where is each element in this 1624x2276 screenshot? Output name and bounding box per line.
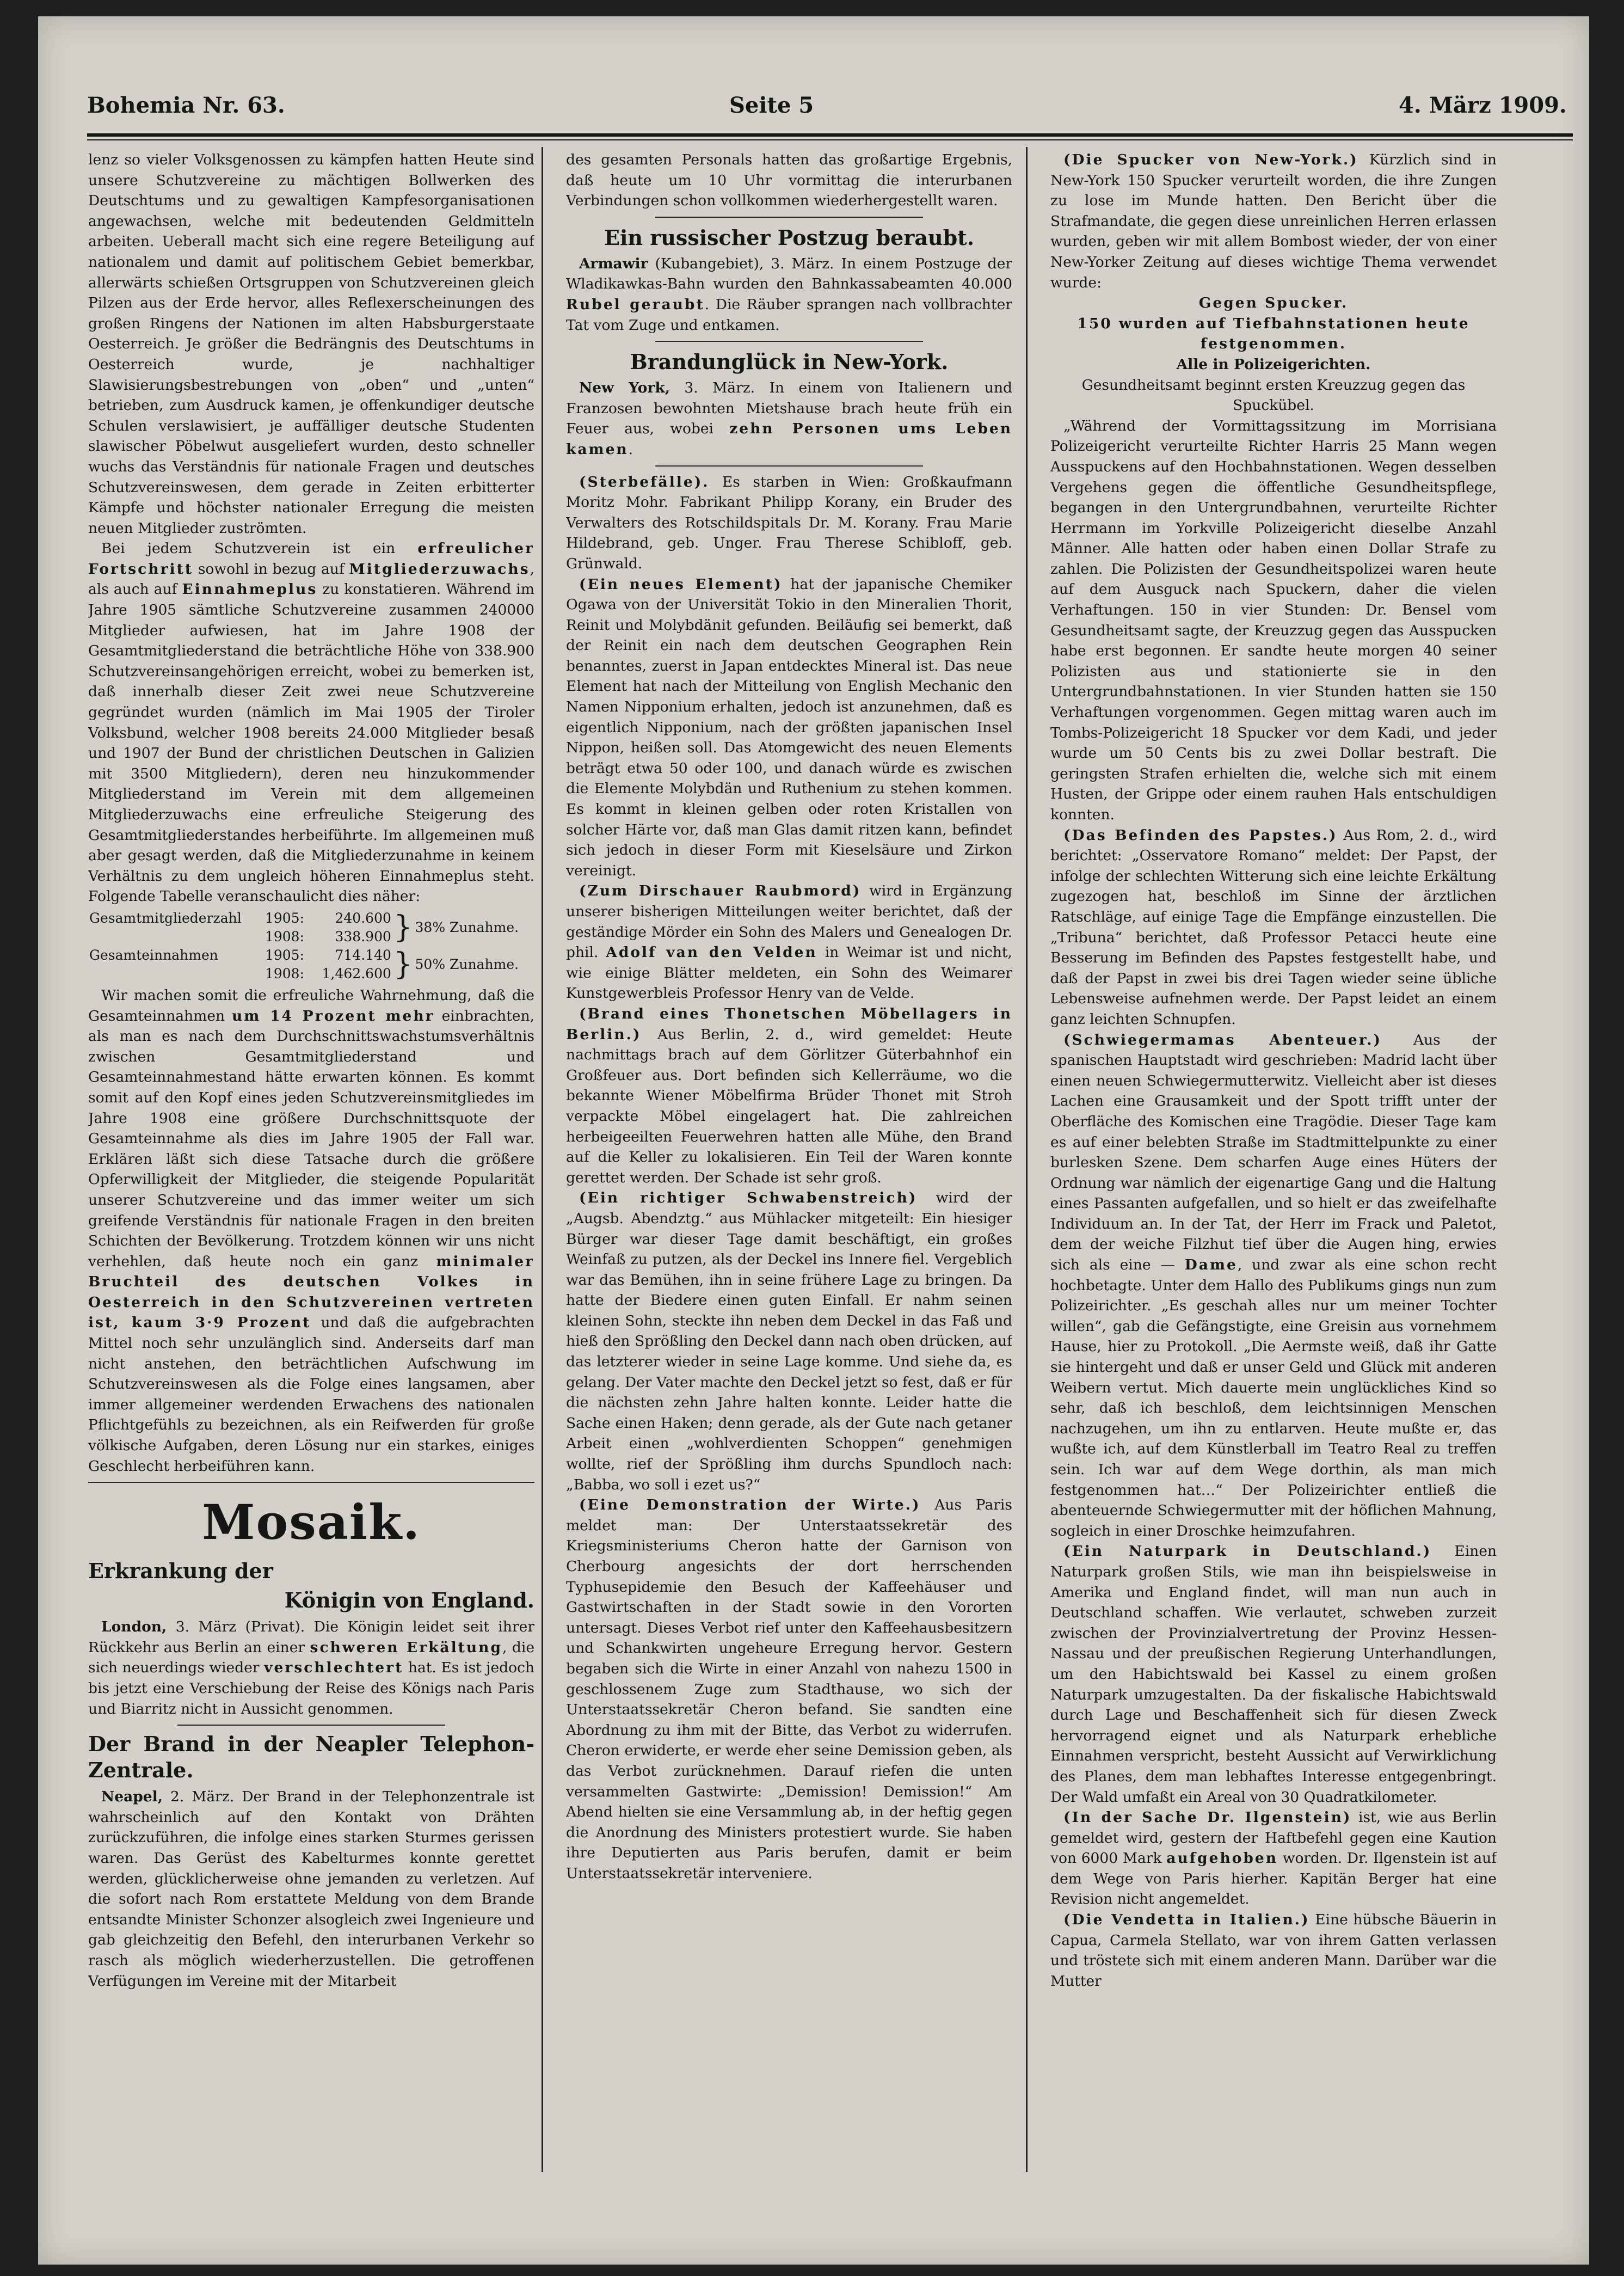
- spucker-subhead: 150 wurden auf Tiefbahnstationen heute festgenommen.: [1077, 315, 1470, 353]
- item-spucker-body: „Während der Vormittagssitzung im Morrisiana Polizeigericht verurteilte Richter Harris 25 Mann wegen Ausspuckens auf den Hochbahnstationen. Wegen desselben Vergehens gegen die öffentliche Gesundheitspflege, begangen in den Untergrundbahnen, verurteilte Richter Herrmann im Yorkville Polizeigericht dieselbe Anzahl Männer. Alle hatten oder haben einen Dollar Strafe zu zahlen. Die Polizisten der Gesundheitspolizei waren heute auf dem Ausguck nach Spuckern, daher die vielen Verhaftungen. 150 in vier Stunden: Dr. Bensel vom Gesundheitsamt sagte, der Kreuzzug gegen das Ausspucken habe erst begonnen. Er sandte heute morgen 40 seiner Polizisten aus und stationierte sie in den Untergrundbahnstationen. In vier Stunden hatten sie 150 Verhaftungen vorgenommen. Gegen mittag waren auch im Tombs-Polizeigericht 18 Spucker vor dem Kadi, und jeder wurde um 50 Cents bis zu zwei Dollar bestraft. Die geringsten Strafen erhielten die, welche sich mit einem Husten, der Grippe oder einem rauhen Hals entschuldigen konnten.: [1050, 417, 1497, 823]
- headline-koenigin-line2: Königin von England.: [284, 1588, 534, 1613]
- article-schutzvereine-paragraph: Wir machen somit die erfreuliche Wahrnehmung, daß die Gesamteinnahmen um 14 Prozent mehr einbrachten, als man es nach dem Durchschnittswachstumsverhältnis zwischen Gesamtmitgliederstand und Gesamteinnahmestand hätte erwarten können. Es kommt somit auf den Kopf eines jeden Schutzvereinsmitgliedes im Jahre 1908 eine größere Durchschnittsquote der Gesamteinnahme als dies im Jahre 1905 der Fall war. Erklären läßt sich diese Tatsache durch die größere Opferwilligkeit der Mitglieder, die steigende Popularität unserer Schutzvereine und das immer weiter um sich greifende Verständnis für nationale Fragen in den breiten Schichten der Bevölkerung. Trotzdem können wir uns nicht verhehlen, daß heute noch ein ganz minimaler Bruchteil des deutschen Volkes in Oesterreich in den Schutzvereinen vertreten ist, kaum 3·9 Prozent und daß die aufgebrachten Mittel noch sehr unzulänglich sind. Anderseits darf man nicht anstehen, den beträchtlichen Aufschwung im Schutzvereinswesen als die Folge eines langsamen, aber immer allgemeiner werdenden Erwachens des nationalen Pflichtgefühls zu bezeichnen, als ein Reifwerden für große völkische Aufgaben, deren Lösung nur ein starkes, einiges Geschlecht herbeiführen kann.: [88, 986, 534, 1475]
- headline-neapel: Der Brand in der Neapler Telephon-Zentrale.: [88, 1732, 534, 1783]
- item-thonet-brand: (Brand eines Thonetschen Möbellagers in Berlin.) Aus Berlin, 2. d., wird gemeldet: Heute nachmittags brach auf dem Görlitzer Güterbahnhof ein Großfeuer aus. Dort befinden sich Kellerräume, wo die bekannte Wiener Möbelfirma Brüder Thonet mit Stroh verpackte Möbel eingelagert hat. Die zahlreichen herbeigeeilten Feuerwehren hatten alle Mühe, den Brand auf die Keller zu lokalisieren. Ein Teil der Waren konnte gerettet werden. Der Schade ist sehr groß.: [566, 1005, 1012, 1186]
- section-title-mosaik: Mosaik.: [202, 1494, 421, 1551]
- page-number: Seite 5: [729, 93, 814, 118]
- column-divider: [1026, 147, 1028, 2172]
- item-vendetta: (Die Vendetta in Italien.) Eine hübsche Bäuerin in Capua, Carmela Stellato, war von ihrem Gatten verlassen und tröstete sich mit einem anderen Mann. Darüber war die Mutter: [1050, 1911, 1497, 1990]
- newspaper-page: [38, 16, 1589, 2265]
- item-spucker: (Die Spucker von New-York.) Kürzlich sind in New-York 150 Spucker verurteilt worden, die ihre Zungen zu lose im Munde hatten. Den Bericht über die Strafmandate, die gegen diese unreinlichen Herren erlassen wurden, geben wir mit allem Bombost wieder, der von einer New-Yorker Zeitung auf dieses wichtige Thema verwendet wurde:: [1050, 151, 1497, 291]
- article-rule: [655, 217, 923, 218]
- issue-number: Bohemia Nr. 63.: [87, 93, 285, 118]
- article-neapel: Neapel, 2. März. Der Brand in der Telephonzentrale ist wahrscheinlich auf den Kontakt von Drähten zurückzuführen, die infolge eines starken Sturmes gerissen waren. Das Gerüst des Kabelturmes konnte gerettet werden, glücklicherweise ohne jemanden zu verletzen. Auf die sofort nach Rom erstattete Meldung von dem Brande entsandte Minister Schonzer alsogleich zwei Ingenieure und gab gleichzeitig den Befehl, den interurbanen Verkehr so rasch als möglich wiederherzustellen. Die getroffenen Verfügungen im Vereine mit der Mitarbeit: [88, 1788, 534, 1990]
- article-schutzvereine-continued: lenz so vieler Volksgenossen zu kämpfen hatten Heute sind unsere Schutzvereine zu mächtigen Bollwerken des Deutschtums und zu gewaltigen Kampfesorganisationen angewachsen, welche mit bedeutenden Geldmitteln arbeiten. Ueberall macht sich eine regere Beteiligung auf nationalem und damit auf politischem Gebiet bemerkbar, allerwärts schießen Ortsgruppen von Schutzvereinen gleich Pilzen aus der Erde hervor, alles Reflexerscheinungen des großen Ringens der Nationen im alten Habsburgerstaate Oesterreich. Je größer die Bedrängnis des Deutschtums in Oesterreich wurde, je nachhaltiger Slawisierungsbestrebungen von „oben“ und „unten“ betrieben, zum Ausdruck kamen, je offenkundiger deutsche Schulen verslawisiert, je auffälliger deutsche Studenten slawischer Pöbelwut ausgeliefert wurden, desto schneller wuchs das Verständnis für nationale Fragen und deutsches Schutzvereinswesen, dem gerade in Zeiten erbitterter Kämpfe und höchster nationaler Erregung die meisten neuen Mitglieder zuströmten.: [88, 151, 534, 537]
- item-demonstration-wirte: (Eine Demonstration der Wirte.) Aus Paris meldet man: Der Unterstaatssekretär des Kriegsministeriums Cheron hatte der Garnison von Cherbourg angesichts der dort herrschenden Typhusepidemie den Besuch der Kaffeehäuser und Gastwirtschaften in der Stadt sowie in den Vororten untersagt. Dieses Verbot rief unter den Kaffeehausbesitzern und Schankwirten ungeheure Erregung hervor. Gestern begaben sich die Wirte in einer Anzahl von nahezu 1500 in geschlossenem Zuge zum Stadthause, wo sich der Unterstaatssekretär Cheron befand. Sie sandten eine Abordnung zu ihm mit der Bitte, das Verbot zu widerrufen. Cheron erwiderte, er werde eher seine Demission geben, als das Verbot zurücknehmen. Darauf riefen die unten versammelten Gastwirte: „Demission! Demission!“ Am Abend hielten sie eine Versammlung ab, in der heftig gegen die Anordnung des Ministers protestiert wurde. Sie haben ihre Deputierten aus Paris berufen, damit er beim Unterstaatssekretär interveniere.: [566, 1496, 1012, 1882]
- column-1: [88, 150, 534, 2186]
- table-row: Gesamteinnahmen 1905: 714.140 } 50% Zunahme.: [89, 946, 519, 982]
- item-papst: (Das Befinden des Papstes.) Aus Rom, 2. d., wird berichtet: „Osservatore Romano“ meldet: Der Papst, der infolge der schlechten Witterung sich eine leichte Erkältung zugezogen hat, beschloß im Sinne der ärztlichen Ratschläge, auf einige Tage die Empfänge einzustellen. Die „Tribuna“ berichtet, daß Professor Petacci heute eine Besserung im Befinden des Papstes festgestellt habe, und daß der Papst in zwei bis drei Tagen wieder seine übliche Lebensweise aufnehmen werde. Der Papst leidet an einem ganz leichten Schnupfen.: [1050, 826, 1497, 1028]
- item-naturpark: (Ein Naturpark in Deutschland.) Einen Naturpark großen Stils, wie man ihn beispielsweise in Amerika und England findet, will man nun auch in Deutschland schaffen. Wie verlautet, schweben zurzeit zwischen der Provinzialvertretung der Provinz Hessen-Nassau und der preußischen Regierung Unterhandlungen, um den Habichtswald bei Kassel zu einem großen Naturpark umzugestalten. Da der fiskalische Habichtswald durch Lage und Beschaffenheit sich für diesen Zweck hervorragend eignet und als Naturpark erhebliche Einnahmen verspricht, besteht Aussicht auf Verwirklichung des Planes, dem man lebhaftes Interesse entgegenbringt. Der Wald umfaßt ein Areal von 30 Quadratkilometer.: [1050, 1543, 1497, 1806]
- brace: }: [393, 946, 413, 982]
- spucker-subhead: Alle in Polizeigerichten.: [1176, 355, 1371, 373]
- brace: }: [393, 909, 413, 945]
- headline-postzug: Ein russischer Postzug beraubt.: [604, 225, 974, 250]
- column-2: [566, 150, 1012, 2186]
- article-neapel-continued: des gesamten Personals hatten das großartige Ergebnis, daß heute um 10 Uhr vormittag die interurbanen Verbindungen schon vollkommen wiederhergestellt waren.: [566, 151, 1012, 210]
- spucker-subhead: Gesundheitsamt beginnt ersten Kreuzzug gegen das Spuckübel.: [1081, 376, 1466, 414]
- headline-koenigin: Erkrankung der: [88, 1559, 273, 1584]
- header-rule: [87, 133, 1573, 137]
- article-rule: [655, 341, 923, 342]
- item-sterbefaelle: (Sterbefälle). Es starben in Wien: Großkaufmann Moritz Mohr. Fabrikant Philipp Korany, ein Bruder des Verwalters des Rotschildspitals Dr. M. Korany. Frau Marie Hildebrand, geb. Unger. Frau Therese Schibloff, geb. Grünwald.: [566, 473, 1012, 572]
- article-rule: [177, 1725, 445, 1726]
- item-ilgenstein: (In der Sache Dr. Ilgenstein) ist, wie aus Berlin gemeldet wird, gestern der Haftbefehl gegen eine Kaution von 6000 Mark aufgehoben worden. Dr. Ilgenstein ist auf dem Wege von Paris hierher. Kapitän Berger hat eine Revision nicht angemeldet.: [1050, 1809, 1497, 1908]
- item-schwabenstreich: (Ein richtiger Schwabenstreich) wird der „Augsb. Abendztg.“ aus Mühlacker mitgeteilt: Ein hiesiger Bürger war dieser Tage damit beschäftigt, ein großes Weinfaß zu putzen, als der Deckel ins Innere fiel. Vergeblich war das Bemühen, ihn in seine frühere Lage zu bringen. Da hatte der Biedere einen guten Einfall. Er nahm seinen kleinen Sohn, steckte ihn neben dem Deckel in das Faß und hieß den Sprößling den Deckel dann nach oben drücken, auf das letzterer wieder in seine Lage komme. Und siehe da, es gelang. Der Vater machte den Deckel jetzt so fest, daß er für die nächsten zehn Jahre halten konnte. Leider hatte die Sache einen Haken; denn gerade, als der Gute nach getaner Arbeit einen „wohlverdienten Schoppen“ genehmigen wollte, rief der Sprößling ihm durchs Spundloch nach: „Babba, wo soll i ezet us?“: [566, 1189, 1012, 1493]
- article-schutzvereine-paragraph: Bei jedem Schutzverein ist ein erfreulicher Fortschritt sowohl in bezug auf Mitgliederzuwachs, als auch auf Einnahmeplus zu konstatieren. Während im Jahre 1905 sämtliche Schutzvereine zusammen 240000 Mitglieder aufwiesen, hat im Jahre 1908 der Gesamtmitgliederstand die beträchtliche Höhe von 338.900 Schutzvereinsangehörigen erreicht, wobei zu bemerken ist, daß innerhalb dieser Zeit zwei neue Schutzvereine gegründet wurden (nämlich im Mai 1905 der Tiroler Volksbund, welcher 1908 bereits 24.000 Mitglieder besaß und 1907 der Bund der christlichen Deutschen in Galizien mit 3500 Mitgliedern), deren neu hinzukommender Mitgliederstand im Verein mit dem allgemeinen Mitgliederzuwachs eine erfreuliche Steigerung des Gesamtmitgliederstandes herbeiführte. Im allgemeinen muß aber gesagt werden, daß die Mitgliederzunahme in keinem Verhältnis zu dem ungleich höheren Einnahmeplus steht. Folgende Tabelle veranschaulicht dies näher:: [88, 540, 534, 905]
- article-newyork: New York, 3. März. In einem von Italienern und Franzosen bewohnten Mietshause brach heute früh ein Feuer aus, wobei zehn Personen ums Leben kamen.: [566, 379, 1012, 458]
- item-raubmord: (Zum Dirschauer Raubmord) wird in Ergänzung unserer bisherigen Mitteilungen weiter berichtet, daß der geständige Mörder ein Sohn des Malers und Genealogen Dr. phil. Adolf van den Velden in Weimar ist und nicht, wie einige Blätter meldeten, ein Sohn des Weimarer Kunstgewerbleis Professor Henry van de Velde.: [566, 882, 1012, 1002]
- spucker-subhead: Gegen Spucker.: [1198, 295, 1349, 312]
- issue-date: 4. März 1909.: [1399, 93, 1567, 118]
- article-koenigin: London, 3. März (Privat). Die Königin leidet seit ihrer Rückkehr aus Berlin an einer schweren Erkältung, die sich neuerdings wieder verschlechtert hat. Es ist jedoch bis jetzt eine Verschiebung der Reise des Königs nach Paris und Biarritz nicht in Aussicht genommen.: [88, 1618, 534, 1717]
- article-postzug: Armawir (Kubangebiet), 3. März. In einem Postzuge der Wladikawkas-Bahn wurden den Bahnkassabeamten 40.000 Rubel geraubt. Die Räuber sprangen nach vollbrachter Tat vom Zuge und entkamen.: [566, 255, 1012, 334]
- table-row: Gesamtmitgliederzahl 1905: 240.600 } 38% Zunahme.: [89, 909, 519, 945]
- article-rule: [655, 465, 923, 467]
- column-3: [1050, 150, 1497, 2186]
- statistics-table: [88, 909, 534, 983]
- header-rule-thin: [87, 139, 1573, 140]
- item-neues-element: (Ein neues Element) hat der japanische Chemiker Ogawa von der Universität Tokio in den Mineralien Thorit, Reinit und Molybdänit gefunden. Beiläufig sei bemerkt, daß der Reinit ein nach dem deutschen Geographen Rein benanntes, zuerst in Japan entdecktes Mineral ist. Das neue Element hat nach der Mitteilung von English Mechanic den Namen Nipponium erhalten, jedoch ist anzunehmen, daß es eigentlich Nipponium, nach der größten japanischen Insel Nippon, heißen soll. Das Atomgewicht des neuen Elements beträgt etwa 50 oder 100, und danach würde es zwischen die Elemente Molybdän und Ruthenium zu stehen kommen. Es kommt in kleinen gelben oder roten Kristallen von solcher Härte vor, daß man Glas damit ritzen kann, befindet sich jedoch in dieser Form mit Kieselsäure und Zirkon vereinigt.: [566, 575, 1012, 879]
- section-rule: [88, 1482, 534, 1483]
- headline-newyork: Brandunglück in New-York.: [630, 349, 949, 375]
- column-divider: [542, 147, 543, 2172]
- table-row: 1908: 1,462.600: [264, 965, 391, 981]
- item-schwiegermama: (Schwiegermamas Abenteuer.) Aus der spanischen Hauptstadt wird geschrieben: Madrid lacht über einen neuen Schwiegermutterwitz. Vielleicht aber ist dieses Lachen eine Grausamkeit und der Spott trifft unter der Oberfläche des Komischen eine Tragödie. Dieser Tage kam es auf einer belebten Straße im Stadtmittelpunkte zu einer burlesken Szene. Dem scharfen Auge eines Hüters der Ordnung war nämlich der eigenartige Gang und die Haltung eines Passanten aufgefallen, und so hielt er das zweifelhafte Individuum an. In der Tat, der Herr im Frack und Paletot, dem der weiche Filzhut tief über die Augen hing, erwies sich als eine — Dame, und zwar als eine schon recht hochbetagte. Unter dem Hallo des Publikums gings nun zum Polizeirichter. „Es geschah alles nur um meiner Tochter willen“, gab die Gefängstigte, eine Greisin aus vornehmem Hause, hier zu Protokoll. „Die Aermste weiß, daß ihr Gatte sie hintergeht und daß er unser Geld und Glück mit anderen Weibern vertut. Mich dauerte mein unglückliches Kind so sehr, daß ich beschloß, dem leichtsinnigen Menschen nachzugehen, um ihn zu entlarven. Heute mußte er, das wußte ich, auf dem Künstlerball im Teatro Real zu treffen sein. Ich war auf dem Wege dorthin, als man mich festgenommen hat…“ Der Polizeirichter entließ die abenteuernde Schwiegermutter mit der höflichen Mahnung, sogleich in einer Droschke heimzufahren.: [1050, 1031, 1497, 1539]
- table-row: 1908: 338.900: [264, 928, 391, 944]
